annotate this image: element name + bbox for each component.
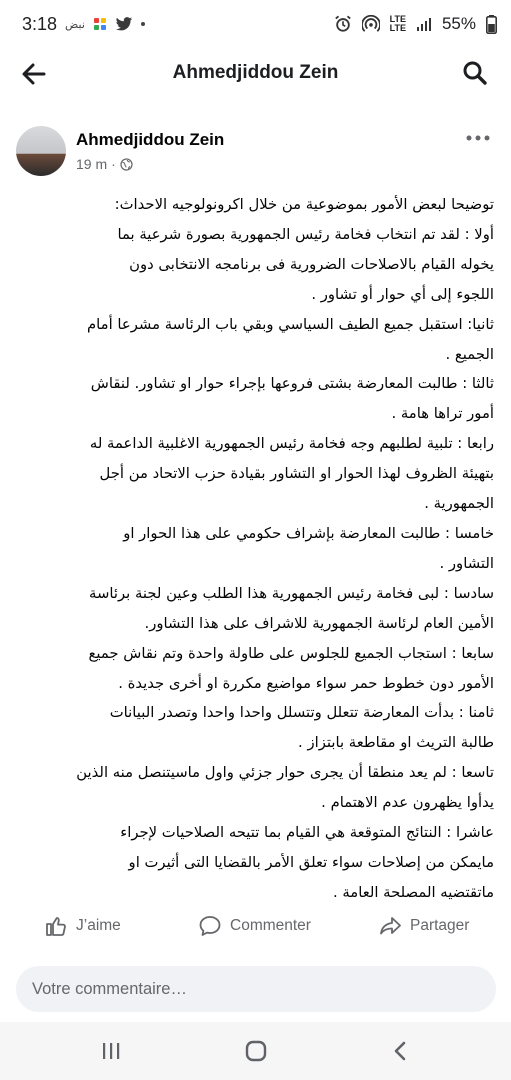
share-label: Partager — [410, 917, 470, 934]
back-chevron-icon[interactable] — [392, 1040, 408, 1062]
page-title: Ahmedjiddou Zein — [172, 62, 339, 83]
lte-bottom: LTE — [389, 23, 406, 33]
post-line: الجميع . — [445, 345, 494, 363]
post-line: ثالثا : طالبت المعارضة بشتى فروعها بإجراء حوار او تشاور. لنقاش — [90, 375, 494, 393]
meta-separator: · — [111, 156, 116, 172]
post-time[interactable]: 19 m — [76, 156, 108, 172]
status-bar-right — [334, 14, 497, 34]
alarm-icon — [334, 15, 352, 33]
status-bar — [0, 0, 511, 48]
comment-button[interactable] — [198, 914, 311, 938]
hotspot-icon — [362, 15, 380, 33]
post-meta — [76, 156, 133, 172]
post-line: التشاور . — [439, 554, 494, 572]
post-line: يدأوا يظهرون عدم الاهتمام . — [321, 794, 494, 812]
lte-top: LTE — [389, 14, 406, 24]
battery-icon — [486, 15, 497, 34]
status-time: 3:18 — [22, 13, 58, 34]
post-line: يخوله القيام بالاصلاحات الضرورية فى برنامجه الانتخابى دون — [129, 255, 494, 273]
notification-label: نبض — [65, 18, 85, 31]
thumbs-up-icon — [44, 914, 68, 938]
system-nav-bar — [0, 1022, 511, 1080]
post-line: الأمور دون خطوط حمر سواء مواضيع مكررة او أخرى جديدة . — [118, 674, 494, 692]
notification-dot — [141, 22, 145, 26]
post-line: الجمهورية . — [424, 495, 494, 513]
post-line: بتهيئة الظروف لهذا الحوار او التشاور بقيادة حزب الاتحاد من أجل — [99, 465, 494, 483]
post-line: سادسا : لبى فخامة رئيس الجمهورية هذا الطلب وعين لجنة برئاسة — [89, 584, 494, 602]
avatar[interactable] — [16, 126, 66, 176]
post-line: طالبة التريث او مقاطعة بابتزاز . — [298, 734, 494, 752]
post-line: أمور تراها هامة . — [391, 405, 494, 423]
share-button[interactable] — [378, 914, 469, 938]
post-actions — [0, 904, 511, 948]
battery-percent: 55% — [441, 14, 476, 33]
lte-indicator — [390, 15, 406, 33]
post-line: عاشرا : النتائج المتوقعة هي القيام بما تتيحه الصلاحيات لإجراء — [120, 824, 494, 842]
post-line: ثانيا: استقبل جميع الطيف السياسي وبقي باب الرئاسة مشرعا أمام — [87, 315, 494, 333]
post-line: توضيحا لبعض الأمور بموضوعية من خلال اكرونولوجيه الاحداث: — [114, 196, 494, 213]
post-line: خامسا : طالبت المعارضة بإشراف حكومي على هذا الحوار او — [123, 524, 494, 542]
home-icon[interactable] — [245, 1040, 267, 1062]
post-line: الأمين العام لرئاسة الجمهورية للاشراف على هذا التشاور. — [144, 614, 494, 632]
globe-icon — [120, 158, 133, 171]
post-body — [14, 190, 494, 908]
post-author[interactable]: Ahmedjiddou Zein — [76, 130, 225, 149]
like-label: J’aime — [76, 917, 121, 934]
twitter-icon — [115, 17, 133, 32]
post-line: أولا : لقد تم انتخاب فخامة رئيس الجمهورية بصورة شرعية بما — [117, 225, 494, 243]
post-line: ماتقتضيه المصلحة العامة . — [332, 883, 494, 901]
app-header — [0, 48, 511, 100]
status-bar-left — [22, 14, 145, 35]
signal-icon — [416, 16, 432, 32]
post-line: تاسعا : لم يعد منطقا أن يجرى حوار جزئي واول ماسيتنصل منه الذين — [76, 764, 494, 782]
share-arrow-icon — [378, 914, 402, 938]
post-line: مايمكن من إصلاحات سواء تعلق الأمر بالقضايا التى أثيرت او — [128, 853, 494, 871]
speech-bubble-icon — [198, 914, 222, 938]
app-grid-icon — [93, 17, 107, 31]
post-line: اللجوء إلى أي حوار أو تشاور . — [311, 285, 494, 303]
comment-label: Commenter — [230, 917, 311, 934]
comment-box[interactable] — [16, 966, 496, 1012]
comment-input[interactable] — [32, 980, 496, 999]
more-horizontal-icon[interactable] — [463, 128, 493, 148]
like-button[interactable] — [44, 914, 121, 938]
post-line: ثامنا : بدأت المعارضة تتعلل وتتسلل واحدا واحدا وتصدر البيانات — [109, 704, 494, 722]
recent-apps-icon[interactable] — [101, 1042, 121, 1060]
post-header — [0, 122, 511, 182]
post-line: رابعا : تلبية لطلبهم وجه فخامة رئيس الجمهورية الاغلبية الداعمة له — [89, 435, 494, 453]
search-icon[interactable] — [461, 59, 489, 87]
post-line: سابعا : استجاب الجميع للجلوس على طاولة واحدة وتم نقاش جميع — [88, 644, 494, 662]
